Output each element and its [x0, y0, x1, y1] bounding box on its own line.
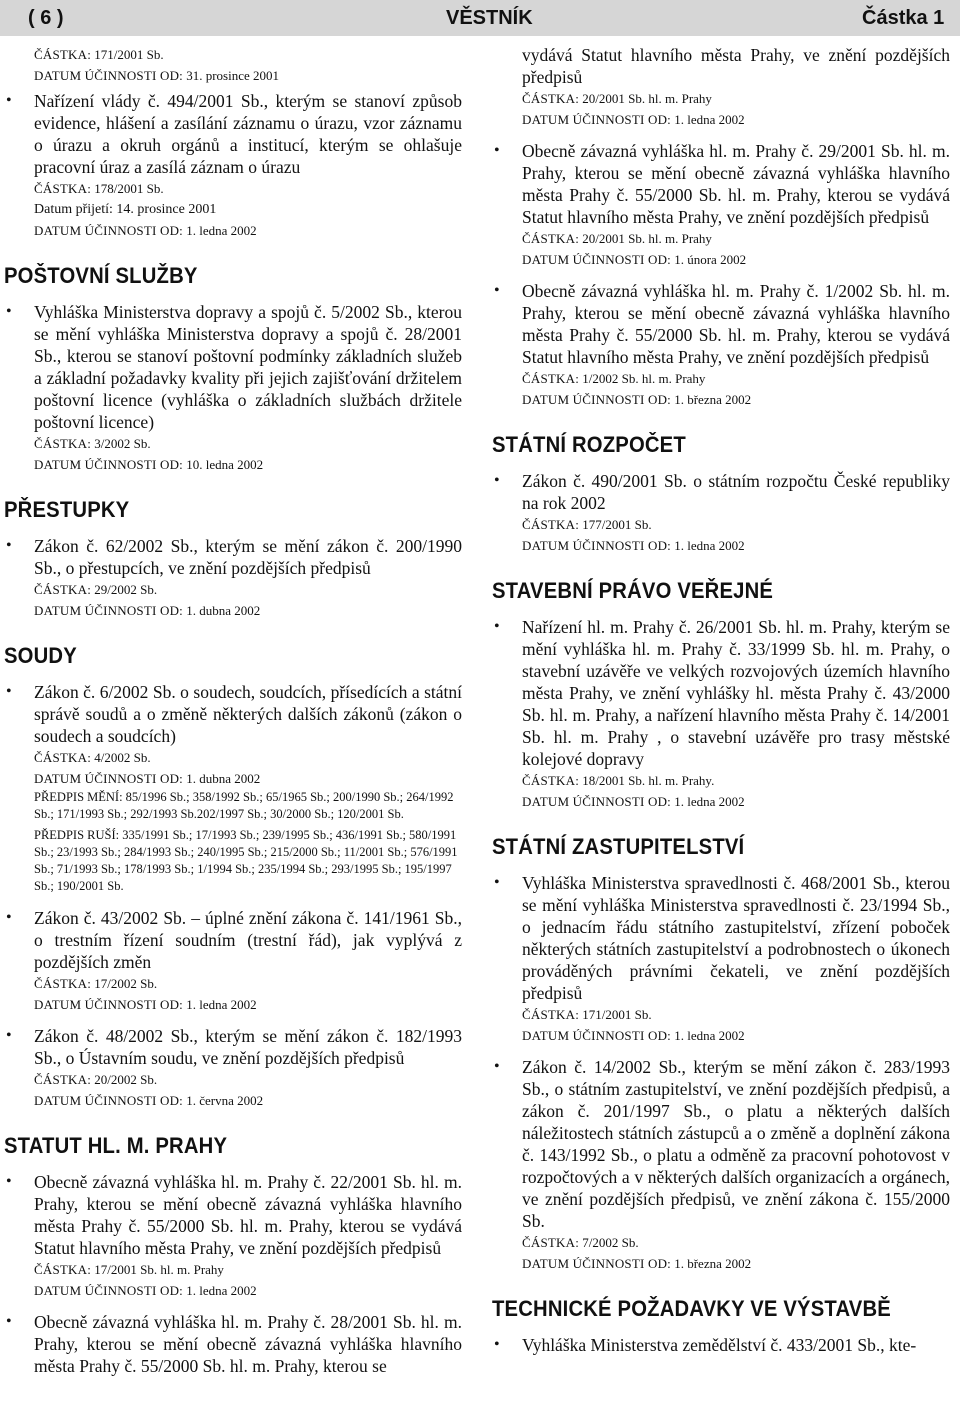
meta-ucinnost: DATUM ÚČINNOSTI OD: 1. ledna 2002 [522, 538, 745, 553]
meta-castka: ČÁSTKA: 7/2002 Sb. [522, 1235, 639, 1250]
meta-ucinnost: DATUM ÚČINNOSTI OD: 10. ledna 2002 [34, 457, 264, 472]
list-item: • Obecně závazná vyhláška hl. m. Prahy č. 29/2001 Sb. hl. m. Prahy, kterou se mění obecně závazná vyhláška hlavního města Prahy č. 55/2000 Sb. hl. m. Prahy, kterou se vydává Statut hlavního města Prahy, ve znění pozdějších předpisů [492, 140, 950, 228]
list-item: • Zákon č. 43/2002 Sb. – úplné znění zákona č. 141/1961 Sb., o trestním řízení soudním (trestní řád), jak vyplývá z pozdějších změn [4, 907, 462, 973]
meta-castka: ČÁSTKA: 177/2001 Sb. [522, 517, 652, 532]
meta-ucinnost: DATUM ÚČINNOSTI OD: 1. února 2002 [522, 252, 747, 267]
section-heading: TECHNICKÉ POŽADAVKY VE VÝSTAVBĚ [492, 1296, 891, 1321]
predpis-meni: PŘEDPIS MĚNÍ: 85/1996 Sb.; 358/1992 Sb.; 65/1965 Sb.; 200/1990 Sb.; 264/1992 Sb.; 171/1993 Sb.; 292/1993 Sb.202/1997 Sb.; 30/2000 Sb.; 120/2001 Sb. [34, 790, 454, 821]
meta-ucinnost: DATUM ÚČINNOSTI OD: 1. ledna 2002 [522, 1028, 745, 1043]
section-heading: POŠTOVNÍ SLUŽBY [4, 263, 198, 288]
list-item: • Zákon č. 14/2002 Sb., kterým se mění zákon č. 283/1993 Sb., o státním zastupitelství, ve znění pozdějších předpisů, a zákon č. 201/1997 Sb., o platu a některých dalších náležitostech státních zástupců a o změně a doplnění zákona č. 143/1992 Sb., o platu a odměně za pracovní pohotovost v rozpočtových a v některých dalších organizacích a orgánech, ve znění pozdějších předpisů, ve znění zákona č. 155/2000 Sb. [492, 1056, 950, 1232]
list-item: • Vyhláška Ministerstva spravedlnosti č. 468/2001 Sb., kterou se mění vyhláška Ministerstva spravedlnosti č. 23/1994 Sb., o jednacím řádu státního zastupitelství, zřízení poboček některých státních zastupitelství a podrobnostech o úkonech prováděných právními čekateli, ve znění pozdějších předpisů [492, 872, 950, 1004]
list-item: • Zákon č. 6/2002 Sb. o soudech, soudcích, přísedících a státní správě soudů a o změně některých dalších zákonů (zákon o soudech a soudcích) [4, 681, 462, 747]
section-heading: STAVEBNÍ PRÁVO VEŘEJNÉ [492, 578, 774, 603]
meta-castka: ČÁSTKA: 29/2002 Sb. [34, 582, 158, 597]
meta-ucinnost: DATUM ÚČINNOSTI OD: 1. ledna 2002 [34, 997, 257, 1012]
page-header [0, 0, 960, 36]
meta-ucinnost: DATUM ÚČINNOSTI OD: 1. ledna 2002 [34, 1283, 257, 1298]
section-heading: SOUDY [4, 643, 77, 668]
meta-castka: ČÁSTKA: 20/2001 Sb. hl. m. Prahy [522, 91, 712, 106]
meta-ucinnost: DATUM ÚČINNOSTI OD: 31. prosince 2001 [34, 68, 280, 83]
meta-ucinnost: DATUM ÚČINNOSTI OD: 1. dubna 2002 [34, 771, 261, 786]
list-item: • Obecně závazná vyhláška hl. m. Prahy č. 1/2002 Sb. hl. m. Prahy, kterou se mění obecně závazná vyhláška hlavního města Prahy č. 55/2000 Sb. hl. m. Prahy, kterou se vydává Statut hlavního města Prahy, ve znění pozdějších předpisů [492, 280, 950, 368]
left-column [4, 44, 462, 1377]
meta-castka: ČÁSTKA: 4/2002 Sb. [34, 750, 151, 765]
meta-ucinnost: DATUM ÚČINNOSTI OD: 1. března 2002 [522, 392, 752, 407]
list-item: • Vyhláška Ministerstva dopravy a spojů č. 5/2002 Sb., kterou se mění vyhláška Ministerstva dopravy a spojů č. 28/2001 Sb., kterou se stanoví poštovní podmínky základních služeb a základní požadavky kvality při jejich zajišťování držitelem poštovní licence (vyhláška o základních službách držitele poštovní licence) [4, 301, 462, 433]
page-number: ( 6 ) [28, 7, 64, 29]
list-item: • Zákon č. 490/2001 Sb. o státním rozpočtu České republiky na rok 2002 [492, 470, 950, 514]
section-heading: STÁTNÍ ROZPOČET [492, 432, 686, 457]
list-item: • Zákon č. 48/2002 Sb., kterým se mění zákon č. 182/1993 Sb., o Ústavním soudu, ve znění pozdějších předpisů [4, 1025, 462, 1069]
list-item: • Vyhláška Ministerstva zemědělství č. 433/2001 Sb., kte- [492, 1334, 950, 1356]
meta-castka: ČÁSTKA: 20/2002 Sb. [34, 1072, 158, 1087]
meta-castka: ČÁSTKA: 171/2001 Sb. [522, 1007, 652, 1022]
list-item: • Zákon č. 62/2002 Sb., kterým se mění zákon č. 200/1990 Sb., o přestupcích, ve znění pozdějších předpisů [4, 535, 462, 579]
issue-part: Částka 1 [862, 7, 945, 29]
section-heading: STÁTNÍ ZASTUPITELSTVÍ [492, 834, 745, 859]
meta-ucinnost: DATUM ÚČINNOSTI OD: 1. ledna 2002 [522, 112, 745, 127]
meta-ucinnost: DATUM ÚČINNOSTI OD: 1. ledna 2002 [34, 223, 257, 238]
journal-title: VĚSTNÍK [446, 7, 533, 29]
meta-castka: ČÁSTKA: 17/2002 Sb. [34, 976, 158, 991]
meta-prijeti: Datum přijetí: 14. prosince 2001 [34, 202, 217, 217]
list-item: • Nařízení vlády č. 494/2001 Sb., kterým se stanoví způsob evidence, hlášení a zasílání záznamu o úrazu, vzor záznamu o úrazu a okruh orgánů a institucí, kterým se ohlašuje pracovní úraz a zasílá záznam o úrazu [4, 90, 462, 178]
continued-text: vydává Statut hlavního města Prahy, ve znění pozdějších předpisů [522, 45, 950, 87]
meta-castka: ČÁSTKA: 3/2002 Sb. [34, 436, 151, 451]
meta-castka: ČÁSTKA: 171/2001 Sb. [34, 47, 164, 62]
section-heading: STATUT HL. M. PRAHY [4, 1133, 228, 1158]
meta-castka: ČÁSTKA: 17/2001 Sb. hl. m. Prahy [34, 1262, 224, 1277]
meta-ucinnost: DATUM ÚČINNOSTI OD: 1. března 2002 [522, 1256, 752, 1271]
meta-ucinnost: DATUM ÚČINNOSTI OD: 1. dubna 2002 [34, 603, 261, 618]
right-column [492, 44, 950, 1356]
meta-castka: ČÁSTKA: 178/2001 Sb. [34, 181, 164, 196]
list-item: • Obecně závazná vyhláška hl. m. Prahy č. 28/2001 Sb. hl. m. Prahy, kterou se mění obecně závazná vyhláška hlavního města Prahy č. 55/2000 Sb. hl. m. Prahy, kterou se [4, 1311, 462, 1377]
list-item: • Nařízení hl. m. Prahy č. 26/2001 Sb. hl. m. Prahy, kterým se mění vyhláška hl. m. Prahy č. 33/1999 Sb. hl. m. Prahy, o stavební uzávěře ve velkých rozvojových územích hlavního města Prahy, ve znění vyhlášky hl. města Prahy č. 43/2000 Sb. hl. m. Prahy, a nařízení hlavního města Prahy č. 14/2001 Sb. hl. m. Prahy , o stavební uzávěře pro trasy městské kolejové dopravy [492, 616, 950, 770]
meta-castka: ČÁSTKA: 20/2001 Sb. hl. m. Prahy [522, 231, 712, 246]
meta-ucinnost: DATUM ÚČINNOSTI OD: 1. června 2002 [34, 1093, 264, 1108]
section-heading: PŘESTUPKY [4, 497, 130, 522]
meta-ucinnost: DATUM ÚČINNOSTI OD: 1. ledna 2002 [522, 794, 745, 809]
predpis-rusi: PŘEDPIS RUŠÍ: 335/1991 Sb.; 17/1993 Sb.; 239/1995 Sb.; 436/1991 Sb.; 580/1991 Sb.; 23/1993 Sb.; 284/1993 Sb.; 240/1995 Sb.; 215/2000 Sb.; 11/2001 Sb.; 576/1991 Sb.; 71/1993 Sb.; 178/1993 Sb.; 1/1994 Sb.; 235/1994 Sb.; 293/1995 Sb.; 195/1997 Sb.; 190/2001 Sb. [34, 828, 458, 893]
meta-castka: ČÁSTKA: 18/2001 Sb. hl. m. Prahy. [522, 773, 715, 788]
list-item: • Obecně závazná vyhláška hl. m. Prahy č. 22/2001 Sb. hl. m. Prahy, kterou se mění obecně závazná vyhláška hlavního města Prahy č. 55/2000 Sb. hl. m. Prahy, kterou se vydává Statut hlavního města Prahy, ve znění pozdějších předpisů [4, 1171, 462, 1259]
meta-castka: ČÁSTKA: 1/2002 Sb. hl. m. Prahy [522, 371, 706, 386]
